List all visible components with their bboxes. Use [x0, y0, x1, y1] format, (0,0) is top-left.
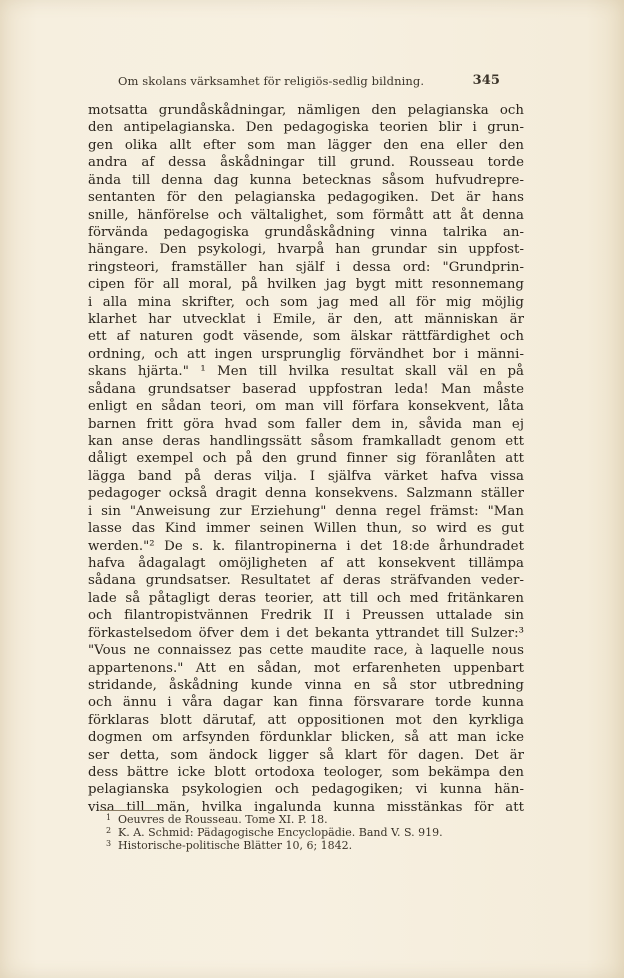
text-line: i alla mina skrifter, och som jag med all för mig möjlig	[88, 294, 524, 310]
text-line: och filantropistvännen Fredrik II i Preussen uttalade sin	[88, 608, 524, 624]
text-line: klarhet har utvecklat i Emile, är den, att människan är	[88, 312, 524, 328]
text-line: ser detta, som ändock ligger så klart för dagen. Det är	[88, 747, 524, 763]
text-line: lägga band på deras vilja. I själfva värket hafva vissa	[88, 468, 524, 484]
footnote	[106, 826, 526, 839]
text-line: dåligt exempel och på den grund finner sig föranlåten att	[88, 451, 524, 467]
text-line: sådana grundsatser baserad uppfostran leda! Man måste	[88, 381, 524, 397]
text-line: ringsteori, framställer han själf i dessa ord: "Grundprin-	[88, 259, 524, 275]
text-line: snille, hänförelse och vältalighet, som förmått att åt denna	[88, 207, 524, 223]
text-line: den antipelagianska. Den pedagogiska teorien blir i grun-	[88, 120, 524, 136]
text-line: dogmen om arfsynden fördunklar blicken, så att man icke	[88, 730, 524, 746]
text-line: och ännu i våra dagar kan finna försvarare torde kunna	[88, 695, 524, 711]
text-line: motsatta grundåskådningar, nämligen den pelagianska och	[88, 103, 524, 118]
text-line: andra af dessa åskådningar till grund. Rousseau torde	[88, 155, 524, 171]
text-line: sådana grundsatser. Resultatet af deras sträfvanden veder-	[88, 573, 524, 589]
text-line: visa till män, hvilka ingalunda kunna misstänkas för att	[88, 799, 524, 815]
text-line: i sin "Anweisung zur Erziehung" denna regel främst: "Man	[88, 503, 524, 519]
text-line: gen olika allt efter som man lägger den ena eller den	[88, 137, 524, 153]
text-line: skans hjärta." ¹ Men till hvilka resultat skall väl en på	[88, 364, 524, 380]
text-line: förvända pedagogiska grundåskådning vinna talrika an-	[88, 224, 524, 240]
text-line: stridande, åskådning kunde vinna en så stor utbredning	[88, 677, 524, 693]
text-line: appartenons." Att en sådan, mot erfarenheten uppenbart	[88, 660, 524, 676]
footnote	[106, 813, 526, 826]
text-line: kan anse deras handlingssätt såsom framkalladt genom ett	[88, 434, 524, 450]
text-line: förkastelsedom öfver dem i det bekanta yttrandet till Sulzer:³	[88, 625, 524, 641]
footnote-text: K. A. Schmid: Pädagogische Encyclopädie. Band V. S. 919.	[118, 826, 443, 839]
text-line: ända till denna dag kunna betecknas såsom hufvudrepre-	[88, 172, 524, 188]
page-number: 345	[472, 73, 500, 88]
text-line: ett af naturen godt väsende, som älskar rättfärdighet och	[88, 329, 524, 345]
footnote-text: Historische-politische Blätter 10, 6; 1842.	[118, 839, 353, 852]
footnote-text: Oeuvres de Rousseau. Tome XI. P. 18.	[118, 813, 328, 826]
text-line: enligt en sådan teori, om man vill förfara konsekvent, låta	[88, 399, 524, 415]
footnote-number: 2	[106, 826, 112, 835]
text-line: lade så påtagligt deras teorier, att till och med fritänkaren	[88, 590, 524, 606]
footnotes	[106, 813, 526, 852]
footnote-number: 1	[106, 813, 112, 822]
text-line: barnen fritt göra hvad som faller dem in, såvida man ej	[88, 416, 524, 432]
text-line: pelagianska psykologien och pedagogiken; vi kunna hän-	[88, 782, 524, 798]
footnote-number: 3	[106, 839, 112, 848]
text-line: cipen för all moral, på hvilken jag bygt mitt resonnemang	[88, 277, 524, 293]
body-text	[88, 102, 524, 816]
text-line: ordning, och att ingen ursprunglig förvändhet bor i männi-	[88, 346, 524, 362]
text-line: hafva ådagalagt omöjligheten af att konsekvent tillämpa	[88, 555, 524, 571]
text-line: "Vous ne connaissez pas cette maudite race, à laquelle nous	[88, 643, 524, 659]
footnote	[106, 839, 526, 852]
footnote-rule	[100, 810, 160, 811]
text-line: pedagoger också dragit denna konsekvens. Salzmann ställer	[88, 486, 524, 502]
text-line: dess bättre icke blott ortodoxa teologer, som bekämpa den	[88, 765, 524, 781]
text-line: hängare. Den psykologi, hvarpå han grundar sin uppfost-	[88, 242, 524, 258]
running-title: Om skolans värksamhet för religiös-sedlig bildning.	[118, 74, 425, 88]
text-line: werden."² De s. k. filantropinerna i det 18:de århundradet	[88, 538, 524, 554]
text-line: förklaras blott därutaf, att oppositionen mot den kyrkliga	[88, 712, 524, 728]
text-line: lasse das Kind immer seinen Willen thun, so wird es gut	[88, 521, 524, 537]
running-head	[118, 74, 500, 92]
text-line: sentanten för den pelagianska pedagogiken. Det är hans	[88, 190, 524, 206]
